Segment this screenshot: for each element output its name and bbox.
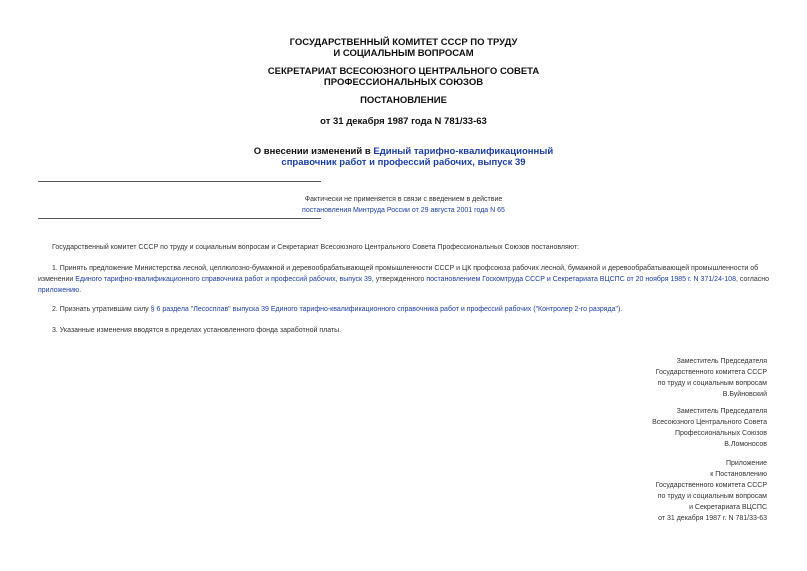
doc-type: ПОСТАНОВЛЕНИЕ [360, 95, 447, 106]
signature-block-1 [656, 356, 767, 400]
title-link-etks[interactable]: Единый тарифно-квалификационный [373, 146, 554, 157]
signature-line: Государственного комитета СССР [655, 369, 767, 376]
appendix-line: от 31 декабря 1987 г. N 781/33-63 [658, 515, 767, 522]
header-committee [0, 37, 807, 59]
p1-link-resolution[interactable]: постановлением Госкомтруда СССР и Секретариата ВЦСПС от 20 ноября 1985 г. N 371/24-108 [426, 276, 736, 283]
p1-text-a: 1. Принять предложение Министерства лесной, целлюлозно-бумажной и деревообрабатывающей промышленности СССР и ЦК профсоюза рабочих лесной, бумажной и деревообрабатывающей промышленности об изменении [38, 265, 759, 283]
p1-text-d: . [79, 287, 82, 294]
appendix-line: и Секретариата ВЦСПС [689, 504, 767, 511]
title-prefix: О внесении изменений в [253, 146, 374, 157]
paragraph-3: 3. Указанные изменения вводятся в пределах установленного фонда заработной платы. [52, 327, 342, 334]
p1-text-b: , утвержденного [371, 276, 427, 283]
header-secretariat [0, 66, 807, 88]
p2-link-section[interactable]: § 6 раздела "Лесосплав" выпуска 39 Единого тарифно-квалификационного справочника работ и профессий рабочих ("Контролер 2-го разряда") [150, 306, 621, 313]
header-secretariat-line2: ПРОФЕССИОНАЛЬНЫХ СОЮЗОВ [323, 77, 484, 88]
document-title [0, 146, 807, 168]
signature-line: по труду и социальным вопросам [657, 380, 767, 387]
signature-line: Заместитель Председателя [676, 408, 767, 415]
paragraph-2 [38, 304, 772, 315]
paragraph-intro: Государственный комитет СССР по труду и социальным вопросам и Секретариат Всесоюзного Центрального Совета Профессиональных Союзов постановляют: [52, 244, 580, 251]
signature-name: В.Ломоносов [724, 441, 767, 448]
doc-date-number: от 31 декабря 1987 года N 781/33-63 [320, 116, 487, 127]
appendix-line: по труду и социальным вопросам [657, 493, 767, 500]
paragraph-1 [38, 263, 772, 296]
appendix-line: к Постановлению [710, 471, 767, 478]
signature-name: В.Буйновский [722, 391, 767, 398]
signature-line: Заместитель Председателя [676, 358, 767, 365]
p2-text-a: 2. Признать утратившим силу [52, 306, 151, 313]
divider-top [38, 181, 321, 182]
signature-line: Профессиональных Союзов [674, 430, 767, 437]
p1-link-appendix[interactable]: приложению [38, 287, 80, 294]
notice-text: Фактически не применяется в связи с введением в действие [304, 196, 503, 203]
status-notice [0, 194, 807, 216]
header-secretariat-line1: СЕКРЕТАРИАТ ВСЕСОЮЗНОГО ЦЕНТРАЛЬНОГО СОВЕТА [267, 66, 540, 77]
header-committee-line1: ГОСУДАРСТВЕННЫЙ КОМИТЕТ СССР ПО ТРУДУ [289, 37, 518, 48]
appendix-line: Приложение [725, 460, 767, 467]
p2-text-b: . [620, 306, 623, 313]
signature-block-2 [652, 406, 767, 450]
header-committee-line2: И СОЦИАЛЬНЫМ ВОПРОСАМ [333, 48, 474, 59]
appendix-line: Государственного комитета СССР [655, 482, 767, 489]
title-link-etks-line2[interactable]: справочник работ и профессий рабочих, выпуск 39 [281, 157, 526, 168]
appendix-header [656, 458, 767, 524]
signature-line: Всесоюзного Центрального Совета [652, 419, 767, 426]
p1-link-etks[interactable]: Единого тарифно-квалификационного справочника работ и профессий рабочих, выпуск 39 [75, 276, 372, 283]
p1-text-c: , согласно [735, 276, 769, 283]
divider-bottom [38, 218, 321, 219]
notice-link[interactable]: постановления Минтруда России от 29 августа 2001 года N 65 [302, 207, 505, 214]
